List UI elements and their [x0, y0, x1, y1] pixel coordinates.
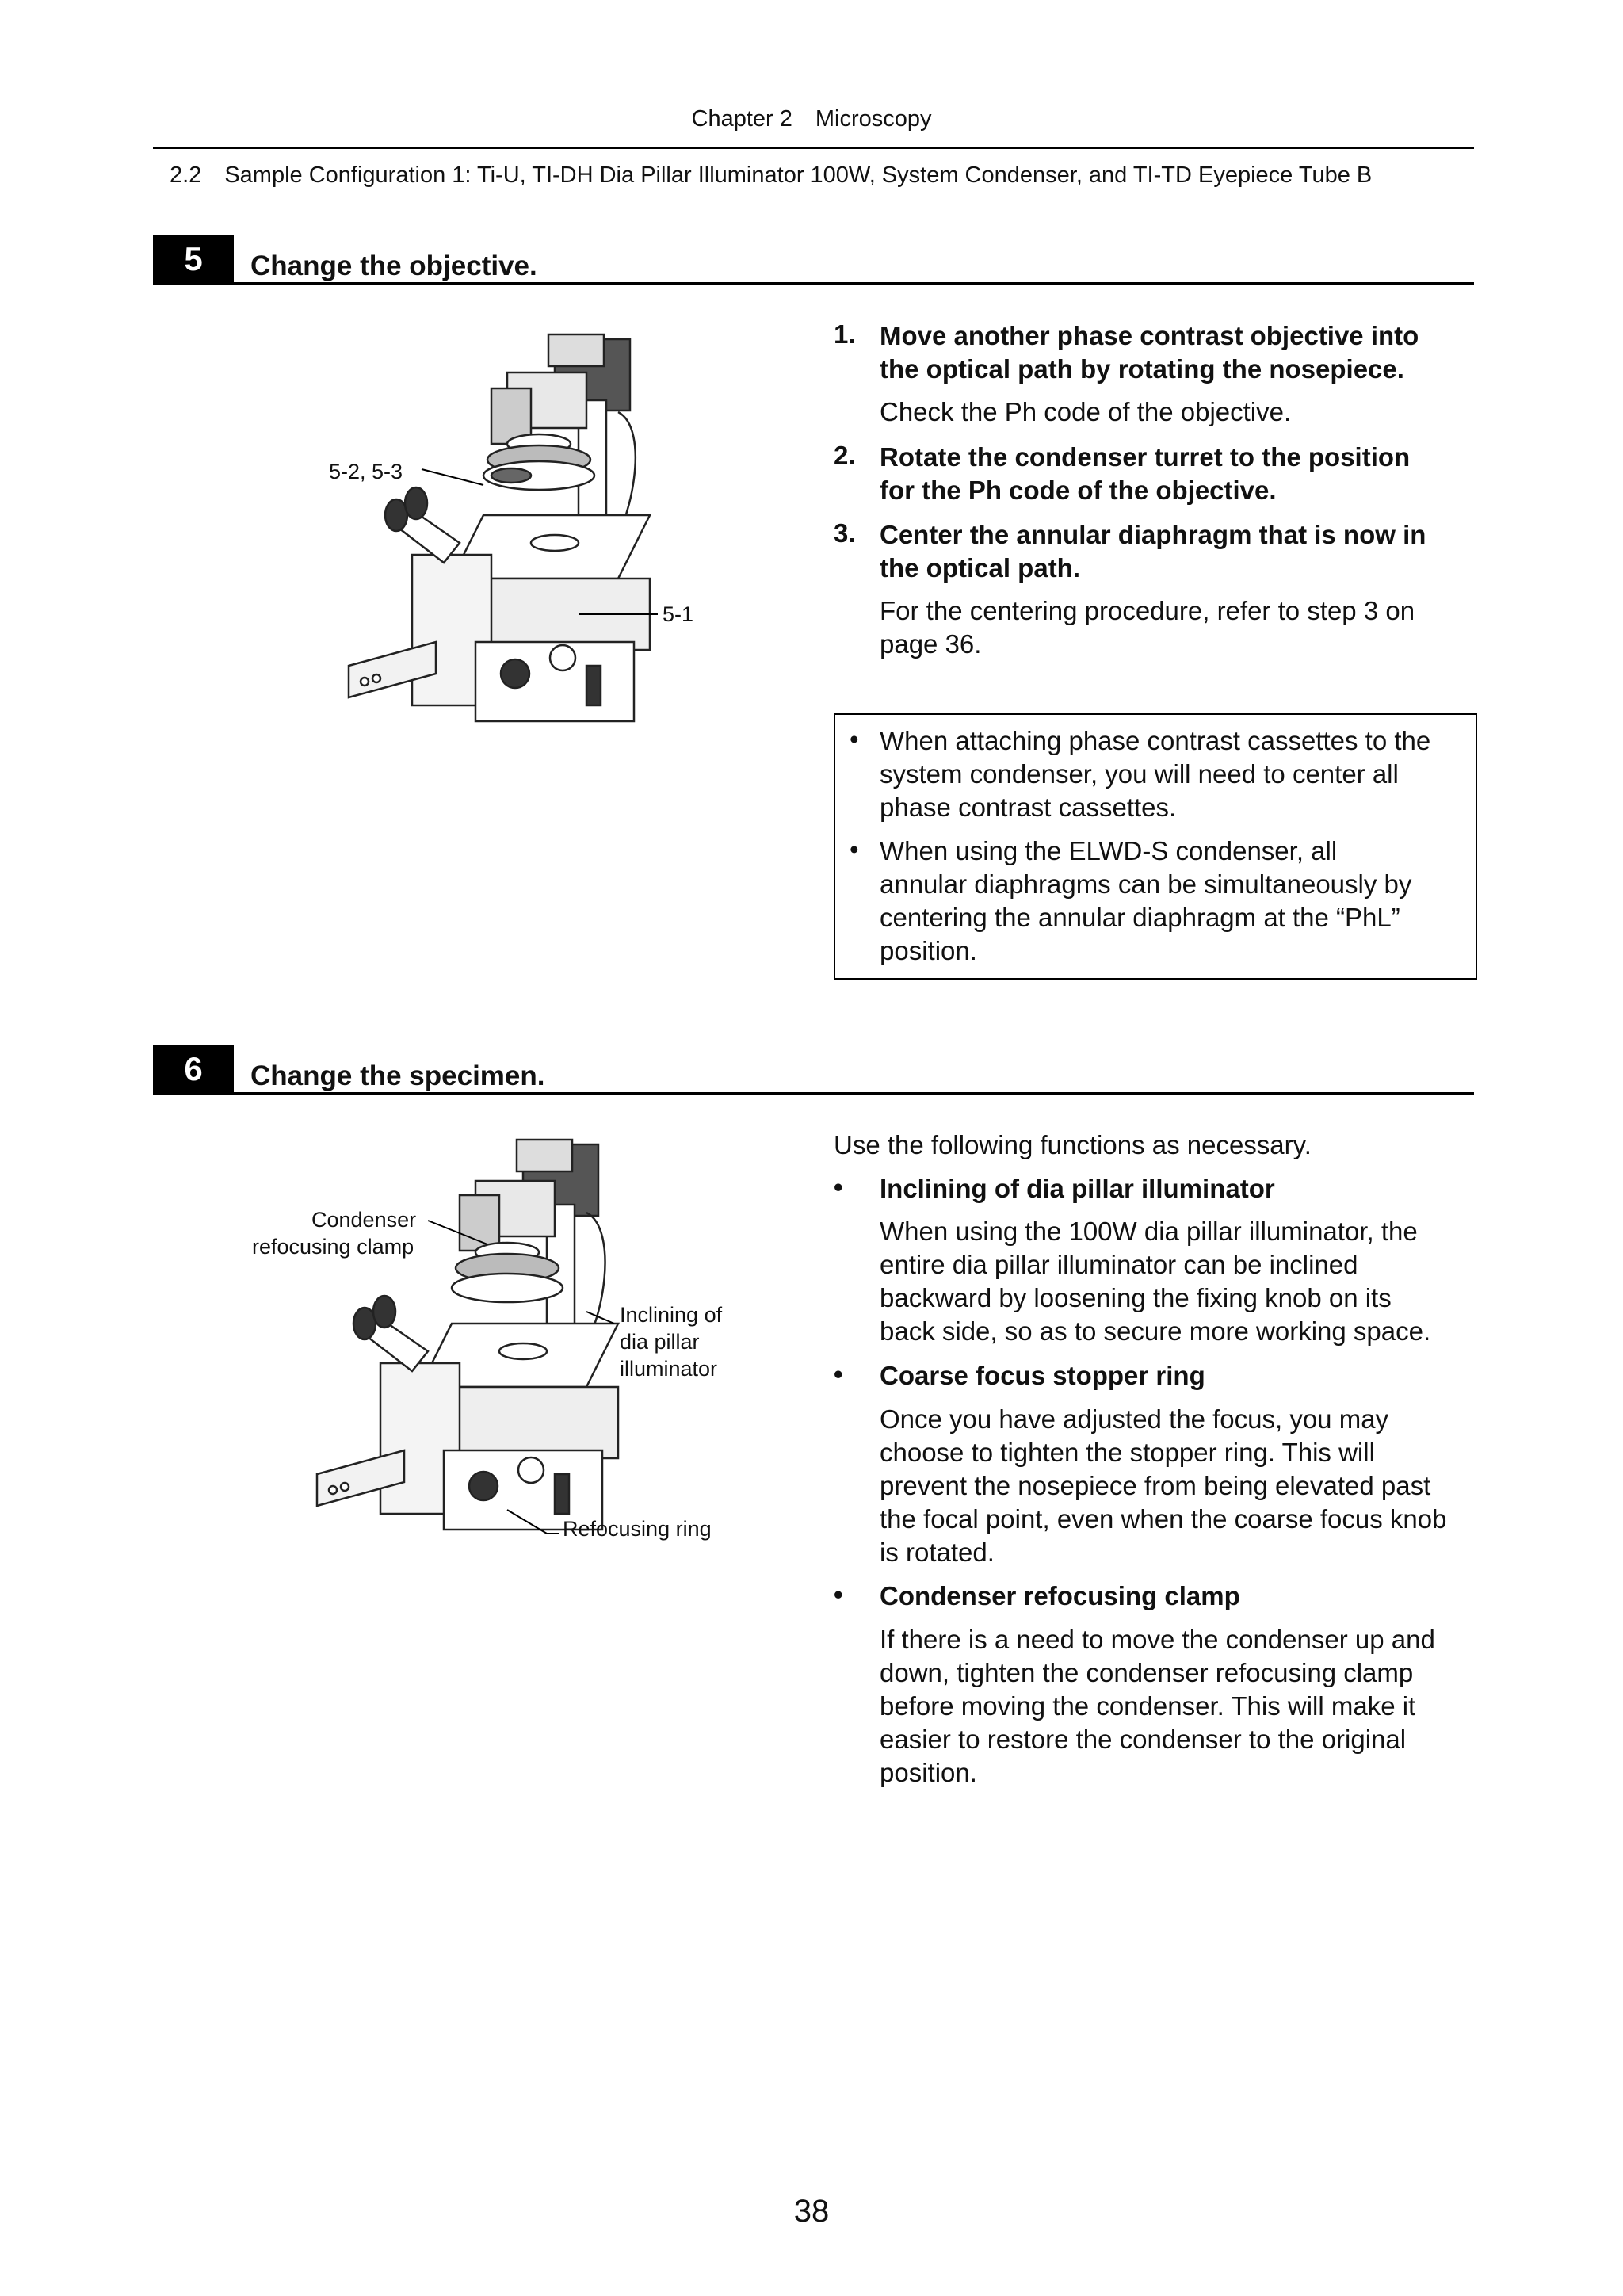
note-line: phase contrast cassettes. — [880, 793, 1177, 822]
bullet: • — [834, 1359, 843, 1389]
intro-text: Use the following functions as necessary. — [834, 1130, 1312, 1159]
function-line: is rotated. — [880, 1538, 995, 1567]
function-line: the focal point, even when the coarse focus knob — [880, 1504, 1447, 1534]
step-title-5: Change the objective. — [250, 250, 537, 281]
bullet: • — [834, 1580, 843, 1609]
function-title: Inclining of dia pillar illuminator — [880, 1174, 1275, 1203]
callout-5-2-5-3: 5-2, 5-3 — [329, 460, 403, 483]
item-number: 3. — [834, 518, 856, 548]
function-line: backward by loosening the fixing knob on its — [880, 1283, 1392, 1312]
function-line: position. — [880, 1758, 977, 1787]
item-number: 1. — [834, 319, 856, 349]
function-title: Condenser refocusing clamp — [880, 1581, 1240, 1610]
function-line: before moving the condenser. This will make it — [880, 1691, 1416, 1721]
instruction-line: for the Ph code of the objective. — [880, 476, 1277, 505]
function-line: If there is a need to move the condenser up and — [880, 1625, 1435, 1654]
callout-refocusing-ring: Refocusing ring — [563, 1517, 712, 1541]
instruction-line: the optical path by rotating the nosepiece. — [880, 354, 1404, 384]
callout-inclining: Inclining of — [620, 1303, 723, 1327]
step-title-6: Change the specimen. — [250, 1060, 545, 1091]
function-title: Coarse focus stopper ring — [880, 1361, 1205, 1390]
note-line: position. — [880, 936, 977, 965]
microscope-illustration-5 — [317, 325, 729, 737]
function-line: back side, so as to secure more working space. — [880, 1316, 1431, 1346]
function-line: choose to tighten the stopper ring. This will — [880, 1438, 1375, 1467]
note-line: system condenser, you will need to center all — [880, 759, 1399, 789]
instruction-line: Center the annular diaphragm that is now in — [880, 520, 1426, 549]
page-number: 38 — [793, 2194, 830, 2229]
instruction-line: Move another phase contrast objective into — [880, 321, 1419, 350]
function-line: easier to restore the condenser to the original — [880, 1725, 1407, 1754]
step-rule-6 — [153, 1092, 1474, 1095]
callout-condenser-clamp: refocusing clamp — [252, 1235, 414, 1259]
callout-condenser-clamp: Condenser — [311, 1208, 417, 1232]
callout-inclining: illuminator — [620, 1357, 718, 1381]
step-number-5: 5 — [153, 235, 234, 284]
instruction-note: Check the Ph code of the objective. — [880, 397, 1292, 426]
note-line: centering the annular diaphragm at the “PhL” — [880, 903, 1400, 932]
instruction-note: page 36. — [880, 629, 982, 659]
callout-5-1: 5-1 — [663, 602, 694, 626]
bullet: • — [834, 1172, 843, 1201]
instruction-line: the optical path. — [880, 553, 1081, 583]
step-rule-5 — [153, 282, 1474, 285]
item-number: 2. — [834, 441, 856, 470]
instruction-line: Rotate the condenser turret to the position — [880, 442, 1411, 472]
instruction-note: For the centering procedure, refer to step 3 on — [880, 596, 1415, 625]
note-line: When attaching phase contrast cassettes to the — [880, 726, 1431, 755]
note-line: annular diaphragms can be simultaneously by — [880, 869, 1412, 899]
note-line: When using the ELWD-S condenser, all — [880, 836, 1338, 865]
bullet: • — [850, 724, 859, 754]
chapter-header: Chapter 2 Microscopy — [691, 106, 932, 132]
function-line: Once you have adjusted the focus, you may — [880, 1404, 1389, 1434]
function-line: prevent the nosepiece from being elevated past — [880, 1471, 1431, 1500]
function-line: down, tighten the condenser refocusing clamp — [880, 1658, 1414, 1687]
bullet: • — [850, 835, 859, 864]
header-rule — [153, 147, 1474, 149]
section-title: 2.2 Sample Configuration 1: Ti-U, TI-DH Dia Pillar Illuminator 100W, System Condenser, and TI-TD Eyepiece Tube B — [170, 162, 1373, 188]
callout-inclining: dia pillar — [620, 1330, 700, 1354]
function-line: When using the 100W dia pillar illuminator, the — [880, 1217, 1418, 1246]
step-number-6: 6 — [153, 1045, 234, 1094]
function-line: entire dia pillar illuminator can be inclined — [880, 1250, 1358, 1279]
